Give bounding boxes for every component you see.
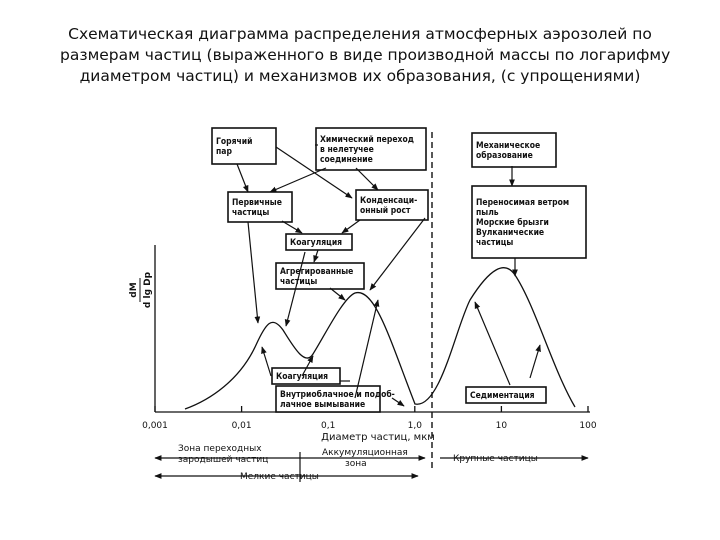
zone-accumulation-line2: зона xyxy=(345,459,367,469)
box-condensation xyxy=(356,190,428,220)
box-text-line: Механическое xyxy=(476,141,541,151)
box-text-line: Горячий xyxy=(216,137,253,147)
box-primary xyxy=(228,192,292,222)
box-aggregated xyxy=(276,263,364,289)
title-line-2: размерам частиц (выраженного в виде производной массы по логарифму xyxy=(60,46,671,64)
svg-text:d lg Dp: d lg Dp xyxy=(143,271,153,309)
y-axis-label xyxy=(129,271,153,308)
box-text-line: Коагуляция xyxy=(290,238,343,248)
box-text-line: Коагуляция xyxy=(276,372,329,382)
zone-transition-line1: Зона переходных xyxy=(178,444,262,454)
box-text-line: соединение xyxy=(320,155,373,165)
box-text-line: в нелетучее xyxy=(320,145,374,155)
x-tick-label: 1,0 xyxy=(407,421,422,431)
box-text-line: образование xyxy=(476,151,533,161)
zone-transition-line2: зародышей частиц xyxy=(178,455,269,465)
x-tick-label: 0,01 xyxy=(231,421,252,431)
zone-coarse: Крупные частицы xyxy=(453,454,538,464)
x-tick-label: 0,1 xyxy=(321,421,336,431)
box-text-line: Химический переход xyxy=(320,135,414,145)
box-text-line: Первичные xyxy=(232,198,282,208)
box-text-line: онный рост xyxy=(360,206,411,216)
box-text-line: частицы xyxy=(280,277,318,287)
box-text-line: Седиментация xyxy=(470,391,535,401)
x-axis-title: Диаметр частиц, мкм xyxy=(321,432,435,443)
box-coag-bottom xyxy=(272,368,340,384)
box-text-line: частицы xyxy=(232,208,270,218)
box-text-line: Внутриоблачное и подоб- xyxy=(280,390,395,400)
zone-fine: Мелкие частицы xyxy=(240,472,319,482)
box-washout xyxy=(276,386,395,412)
box-text-line: пыль xyxy=(476,208,499,218)
box-hot-vapor xyxy=(212,128,276,164)
box-text-line: Агрегированные xyxy=(280,267,354,277)
x-tick-label: 10 xyxy=(495,421,508,431)
box-coag-top xyxy=(286,234,352,250)
box-sedimentation xyxy=(466,387,546,403)
x-tick-label: 100 xyxy=(579,421,597,431)
zone-accumulation-line1: Аккумуляционная xyxy=(322,448,408,458)
box-text-line: Переносимая ветром xyxy=(476,198,570,208)
box-text-line: Конденсаци- xyxy=(360,196,418,206)
box-text-line: Морские брызги xyxy=(476,218,549,228)
x-tick-label: 0,001 xyxy=(142,421,168,431)
svg-text:dM: dM xyxy=(129,282,139,298)
box-text-line: пар xyxy=(216,147,232,157)
title-line-3: диаметром частиц) и механизмов их образования, (с упрощениями) xyxy=(79,67,641,85)
box-chem-transfer xyxy=(316,128,426,170)
box-text-line: лачное вымывание xyxy=(280,400,366,410)
box-wind xyxy=(472,186,586,258)
box-text-line: частицы xyxy=(476,238,514,248)
box-mechanical xyxy=(472,133,556,167)
title-line-1: Схематическая диаграмма распределения атмосферных аэрозолей по xyxy=(68,25,652,43)
box-text-line: Вулканические xyxy=(476,228,545,238)
